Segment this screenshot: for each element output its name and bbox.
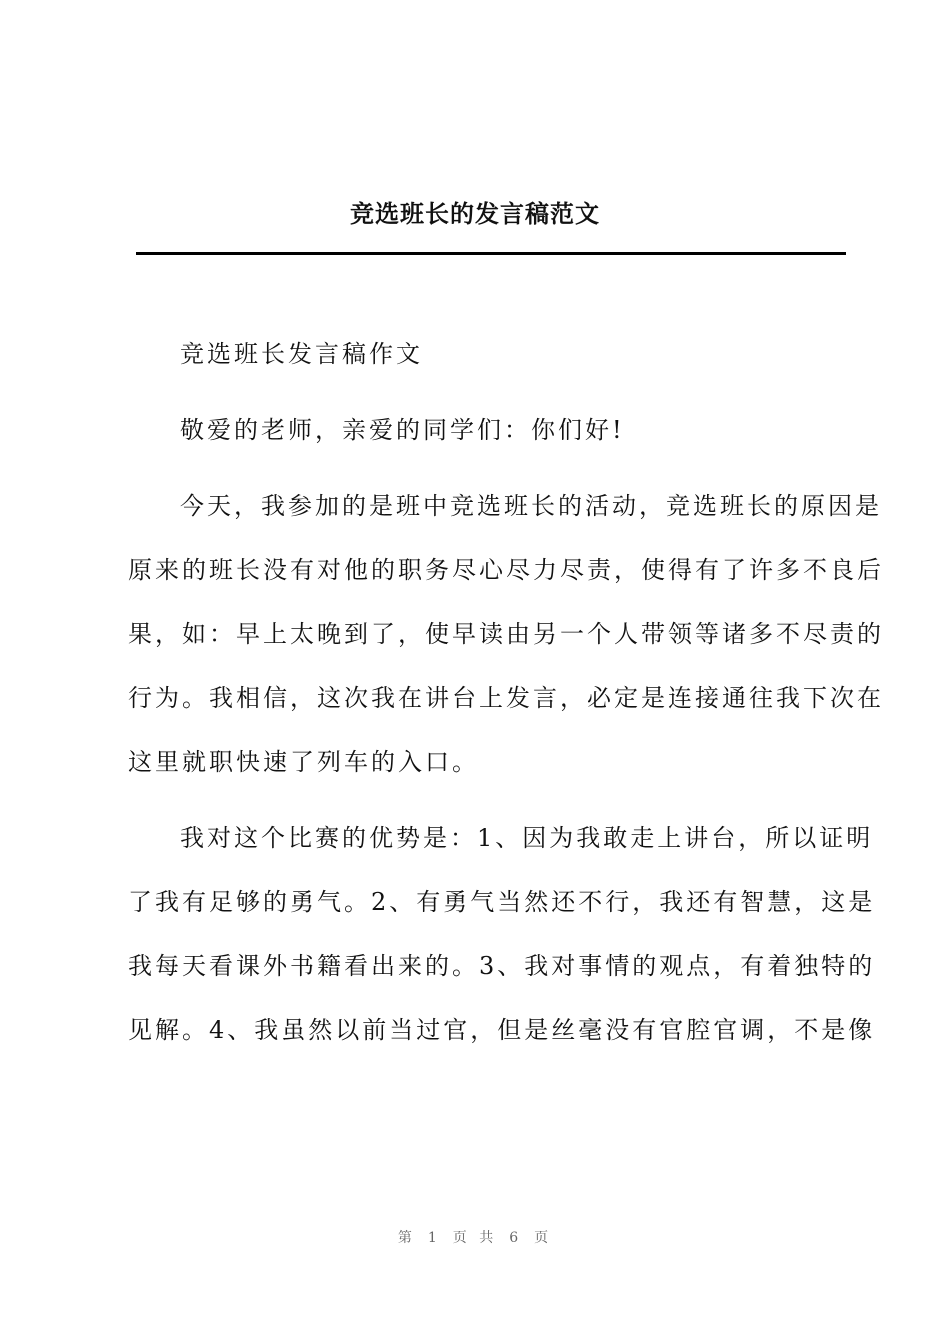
paragraph-line: 果，如：早上太晚到了，使早读由另一个人带领等诸多不尽责的 bbox=[128, 620, 884, 648]
page-title: 竞选班长的发言稿范文 bbox=[350, 199, 600, 228]
paragraph-line: 原来的班长没有对他的职务尽心尽力尽责，使得有了许多不良后 bbox=[128, 556, 884, 584]
paragraph-line: 我对这个比赛的优势是：1、因为我敢走上讲台，所以证明 bbox=[180, 824, 874, 852]
paragraph-line: 见解。4、我虽然以前当过官，但是丝毫没有官腔官调，不是像 bbox=[128, 1016, 876, 1044]
footer-total-suffix: 页 bbox=[534, 1230, 553, 1246]
paragraph-line: 今天，我参加的是班中竞选班长的活动，竞选班长的原因是 bbox=[180, 492, 882, 520]
footer-page-label: 第 bbox=[397, 1230, 416, 1246]
page-footer bbox=[0, 1228, 950, 1248]
paragraph-line: 行为。我相信，这次我在讲台上发言，必定是连接通往我下次在 bbox=[128, 684, 884, 712]
paragraph-line: 了我有足够的勇气。2、有勇气当然还不行，我还有智慧，这是 bbox=[128, 888, 876, 916]
document-body bbox=[128, 322, 884, 1062]
heading-line: 竞选班长发言稿作文 bbox=[180, 340, 423, 368]
salutation-line: 敬爱的老师，亲爱的同学们：你们好! bbox=[180, 416, 625, 444]
footer-total-label: 页 共 bbox=[452, 1230, 498, 1246]
footer-total-pages: 6 bbox=[509, 1230, 523, 1246]
title-divider bbox=[136, 252, 846, 255]
paragraph-line: 这里就职快速了列车的入口。 bbox=[128, 748, 479, 776]
footer-current-page: 1 bbox=[427, 1230, 441, 1246]
paragraph-line: 我每天看课外书籍看出来的。3、我对事情的观点，有着独特的 bbox=[128, 952, 876, 980]
